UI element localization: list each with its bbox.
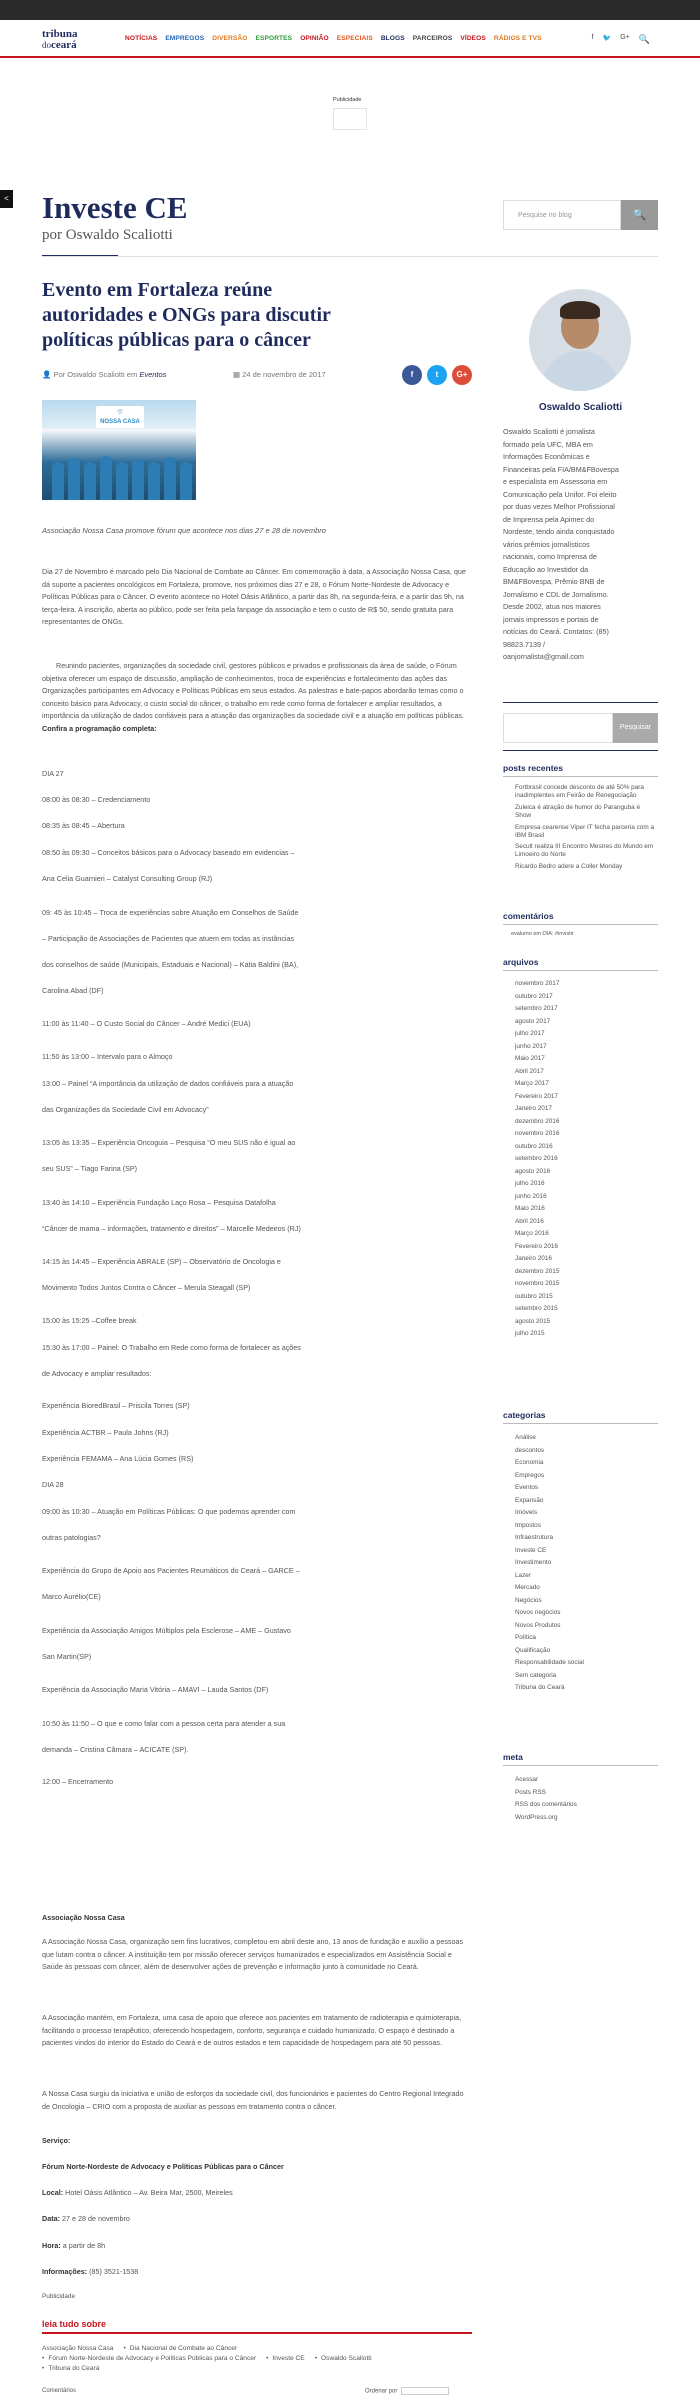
- social-links: [592, 34, 650, 45]
- share-facebook-button[interactable]: f: [402, 365, 422, 385]
- category-link[interactable]: Mercado: [515, 1584, 540, 1591]
- logo-line2-pre: do: [42, 40, 51, 50]
- widget-divider: [503, 776, 658, 777]
- comments-widget-title: comentários: [503, 911, 554, 921]
- tag-link[interactable]: • Tribuna do Ceará: [42, 2365, 99, 2372]
- meta-list: [515, 1776, 655, 1826]
- ad-label: Publicidade: [333, 97, 362, 103]
- site-logo[interactable]: [42, 29, 77, 51]
- recent-post-link[interactable]: Fortbrasil concede desconto de até 50% para inadimplentes em Feirão de Renegociação: [515, 784, 644, 799]
- category-link[interactable]: Negócios: [515, 1596, 542, 1604]
- top-bar: [0, 0, 700, 20]
- archive-link[interactable]: Abril 2017: [515, 1067, 544, 1075]
- nav-item-blogs[interactable]: BLOGS: [380, 35, 405, 42]
- categories-list: [515, 1434, 655, 1697]
- program-item: Experiência BioredBrasil – Priscila Torres (SP): [42, 1401, 190, 1411]
- post-meta: [42, 370, 166, 379]
- archive-link[interactable]: agosto 2017: [515, 1017, 551, 1025]
- nav-item-esportes[interactable]: ESPORTES: [255, 35, 293, 42]
- archive-link[interactable]: julho 2016: [515, 1180, 545, 1187]
- related-title: leia tudo sobre: [42, 2319, 107, 2329]
- user-icon: 👤: [42, 370, 54, 379]
- archives-title: arquivos: [503, 957, 539, 967]
- tag-link[interactable]: • Oswaldo Scaliotti: [315, 2355, 372, 2362]
- post-paragraph-1: Dia 27 de Novembro é marcado pelo Dia Nacional de Combate ao Câncer. Em comemoração à data, a Associação Nossa Casa, que dá suporte a pacientes oncológicos em Fortaleza, promove, nos próximos dias 27 e 28, o Fórum Norte-Nordeste de Advocacy e Políticas Públicas para o Câncer. O evento acontece no Hotel Oásis Atlântico, a partir das 8h, na segunda-feira, e a partir das 9h, na terça-feira. A inscrição, aberta ao público, pode ser feita pela fanpage da associação e tem o custo de R$ 50, sendo gratuita para representantes de ONGs.: [42, 567, 466, 627]
- archive-link[interactable]: junho 2016: [515, 1192, 547, 1200]
- program-list: [42, 768, 302, 1802]
- archive-link[interactable]: Maio 2017: [515, 1055, 545, 1062]
- archive-link[interactable]: julho 2017: [515, 1030, 545, 1037]
- nav-item-opiniao[interactable]: OPINIÃO: [300, 35, 329, 42]
- archive-link[interactable]: Fevereiro 2016: [515, 1242, 558, 1250]
- widget-divider: [503, 924, 658, 925]
- widget-divider: [503, 1423, 658, 1424]
- archive-link[interactable]: outubro 2016: [515, 1142, 553, 1150]
- category-link[interactable]: Empregos: [515, 1471, 545, 1479]
- recent-posts-list: [515, 784, 655, 875]
- recent-post-link[interactable]: Zuleica é atração de humor do Paranguba é Show: [515, 803, 641, 819]
- archives-list: [515, 980, 655, 1343]
- blog-search-button[interactable]: 🔍: [621, 200, 658, 230]
- nav-item-empregos[interactable]: EMPREGOS: [165, 35, 205, 42]
- publicidade-label: Publicidade: [42, 2293, 76, 2300]
- photo-person: [68, 458, 80, 500]
- category-link[interactable]: Investe CE: [515, 1546, 547, 1554]
- category-link[interactable]: Política: [515, 1634, 536, 1641]
- program-item: Experiência do Grupo de Apoio aos Pacientes Reumáticos do Ceará – GARCE – Marco Aurélio(CE): [42, 1566, 300, 1602]
- author-avatar: [529, 289, 631, 391]
- program-item: 15:30 às 17:00 – Painel: O Trabalho em Rede como forma de fortalecer as ações de Advocacy e ampliar resultados:: [42, 1342, 301, 1378]
- program-item: Experiência da Associação Maria Vitória – AMAVI – Lauda Santos (DF): [42, 1685, 269, 1695]
- program-item: 10:50 às 11:50 – O que e como falar com a pessoa certa para atender a sua demanda – Cristina Câmara – ACICATE (SP).: [42, 1718, 286, 1754]
- program-item: Experiência da Associação Amigos Múltiplos pela Esclerose – AME – Gustavo San Martin(SP): [42, 1625, 291, 1661]
- archive-link[interactable]: Março 2016: [515, 1230, 549, 1237]
- photo-person: [132, 459, 144, 500]
- meta-link[interactable]: WordPress.org: [515, 1813, 558, 1821]
- program-item: DIA 28: [42, 1479, 64, 1489]
- header-divider: [42, 256, 658, 257]
- archive-link[interactable]: agosto 2016: [515, 1167, 551, 1175]
- category-link[interactable]: Novos Produtos: [515, 1621, 561, 1629]
- category-link[interactable]: Qualificação: [515, 1646, 551, 1654]
- related-tags: [42, 2344, 472, 2374]
- share-twitter-button[interactable]: t: [427, 365, 447, 385]
- program-intro: Confira a programação completa:: [42, 723, 157, 733]
- recent-post-link[interactable]: Secult realiza III Encontro Mestres do Mundo em Limoeiro do Norte: [515, 843, 654, 859]
- service-date: Data: 27 e 28 de novembro: [42, 2214, 130, 2223]
- program-item: 08:35 às 08:45 – Abertura: [42, 821, 125, 831]
- sidebar-divider: [503, 702, 658, 703]
- tag-link[interactable]: • Fórum Norte-Nordeste de Advocacy e Políticas Públicas para o Câncer: [42, 2355, 256, 2362]
- blog-search-input[interactable]: Pesquise no blog: [503, 200, 621, 230]
- photo-sign: ♡ NOSSA CASA: [96, 406, 144, 428]
- post-author: Por Oswaldo Scaliotti em: [53, 370, 138, 379]
- archive-link[interactable]: novembro 2017: [515, 980, 560, 987]
- avatar-body: [541, 351, 619, 391]
- meta-link[interactable]: RSS dos comentários: [515, 1801, 577, 1808]
- program-item: 09: 45 às 10:45 – Troca de experiências sobre Atuação em Conselhos de Saúde – Participação de Associações de Pacientes que atuem em todas as instâncias dos conselhos de saúde (Municipais, Estaduais e Nacional) – Katia Baldini (BA), Carolina Abad (DF): [42, 907, 299, 995]
- service-time: Hora: a partir de 8h: [42, 2241, 106, 2250]
- share-google-button[interactable]: G+: [452, 365, 472, 385]
- archive-link[interactable]: setembro 2016: [515, 1155, 558, 1162]
- google-plus-icon[interactable]: G+: [620, 34, 630, 41]
- search-icon[interactable]: 🔍: [638, 34, 650, 44]
- post-category-link[interactable]: Eventos: [139, 370, 167, 379]
- nav-item-noticias[interactable]: NOTÍCIAS: [125, 35, 158, 42]
- post-date: [233, 370, 326, 379]
- archive-link[interactable]: novembro 2016: [515, 1130, 560, 1137]
- calendar-icon: ▦: [233, 370, 243, 379]
- post-paragraph-2-text: Reunindo pacientes, organizações da sociedade civil, gestores públicos e privados e profissionais da área de saúde, o Fórum objetiva oferecer um espaço de discussão, ampliação de conhecimentos, troca de experiências e fortalecimento das ações das Organizações participantes em Advocacy e Políticas Públicas em seus estados. As palestras e bate-papos abordarão temas como o conceito básico para Advocacy, o custo social do câncer, o trabalho em rede como forma de fortalecer e ampliar resultados, a importância da utilização de dados confiáveis para a atuação das organizações da sociedade civil e a atuação em políticas públicas.: [42, 661, 464, 721]
- archive-link[interactable]: novembro 2015: [515, 1280, 560, 1287]
- program-item: 09:00 às 10:30 – Atuação em Políticas Públicas: O que podemos aprender com outras patologias?: [42, 1506, 296, 1542]
- post-paragraph-2: [42, 660, 472, 736]
- category-link[interactable]: Lazer: [515, 1571, 531, 1579]
- meta-link[interactable]: Posts RSS: [515, 1788, 546, 1796]
- archive-link[interactable]: outubro 2015: [515, 1292, 553, 1300]
- photo-person: [148, 462, 160, 500]
- program-item: 12:00 – Encerramento: [42, 1777, 114, 1787]
- archive-link[interactable]: dezembro 2016: [515, 1117, 560, 1125]
- program-item: 11:00 às 11:40 – O Custo Social do Câncer – André Medici (EUA): [42, 1019, 251, 1029]
- photo-person: [116, 462, 128, 500]
- logo-line1: tribuna: [42, 28, 78, 40]
- ad-slot[interactable]: [333, 108, 367, 130]
- category-link[interactable]: Novos negócios: [515, 1609, 561, 1616]
- post-photo[interactable]: [42, 400, 196, 500]
- category-link[interactable]: Expansão: [515, 1496, 544, 1504]
- author-bio: Oswaldo Scaliotti é jornalista formado pela UFC, MBA em Informações Econômicas e Financeiras pela FIA/BM&FBovespa e especialista em Assessoria em Comunicação pela Unifor. Foi eleito por duas vezes Melhor Profissional de Imprensa pela Apimec do Nordeste, tendo ainda conquistado vários prêmios jornalísticos nacionais, como Imprensa de Educação ao Investidor da BM&FBovespa, Prêmio BNB de Jornalismo e CDL de Jornalismo. Desde 2002, atua nos maiores jornais impressos e portais de notícias do Ceará. Contatos: (85) 98823.7139 / oanjornalista@gmail.com: [503, 427, 619, 661]
- meta-title: meta: [503, 1752, 523, 1762]
- category-link[interactable]: Sem categoria: [515, 1671, 557, 1679]
- tag-link[interactable]: Associação Nossa Casa: [42, 2345, 114, 2352]
- program-item: 11:50 às 13:00 – Intervalo para o Almoço: [42, 1051, 173, 1061]
- nav-item-diversao[interactable]: DIVERSÃO: [212, 35, 248, 42]
- facebook-icon[interactable]: f: [591, 34, 594, 41]
- archive-link[interactable]: agosto 2015: [515, 1317, 551, 1325]
- share-icon[interactable]: <: [0, 190, 13, 208]
- category-link[interactable]: Responsabilidade social: [515, 1659, 584, 1666]
- photo-person: [164, 457, 176, 500]
- title-underline: [42, 255, 118, 256]
- avatar-hair: [560, 301, 600, 319]
- program-item: DIA 27: [42, 769, 64, 778]
- sort-by: Ordenar por: [365, 2387, 449, 2395]
- twitter-icon[interactable]: 🐦: [602, 35, 612, 42]
- archive-link[interactable]: Fevereiro 2017: [515, 1092, 558, 1100]
- program-item: 08:00 às 08:30 – Credenciamento: [42, 795, 151, 805]
- blog-subtitle: por Oswaldo Scaliotti: [42, 227, 173, 243]
- sort-select[interactable]: [401, 2387, 449, 2395]
- sidebar-search-button[interactable]: Pesquisar: [613, 713, 658, 743]
- archive-link[interactable]: Janeiro 2016: [515, 1255, 552, 1262]
- photo-caption: Associação Nossa Casa promove fórum que acontece nos dias 27 e 28 de novembro: [42, 526, 326, 535]
- comments-heading: Comentários: [42, 2388, 77, 2394]
- recent-posts-title: posts recentes: [503, 763, 563, 773]
- program-item: 14:15 às 14:45 – Experiência ABRALE (SP) – Observatório de Oncologia e Movimento Todos Juntos Contra o Câncer – Merula Steagall (SP): [42, 1257, 281, 1293]
- category-link[interactable]: descontos: [515, 1446, 545, 1454]
- about-paragraph-3: A Nossa Casa surgiu da iniciativa e união de esforços da sociedade civil, dos funcionários e pacientes do Centro Regional Integrado de Oncologia – CRIO com a proposta de auxiliar as pessoas em tratamento contra o câncer.: [42, 2089, 464, 2111]
- category-link[interactable]: Economia: [515, 1459, 544, 1466]
- about-title: Associação Nossa Casa: [42, 1913, 125, 1922]
- recent-comment[interactable]: evalumo em OIA: #invistir: [511, 931, 574, 937]
- author-name[interactable]: Oswaldo Scaliotti: [538, 402, 623, 413]
- widget-divider: [503, 970, 658, 971]
- photo-person: [100, 456, 112, 500]
- category-link[interactable]: Imóveis: [515, 1509, 538, 1516]
- logo-line2: [42, 40, 77, 51]
- archive-link[interactable]: julho 2015: [515, 1330, 545, 1337]
- widget-divider: [503, 1765, 658, 1766]
- photo-person: [84, 462, 96, 500]
- archive-link[interactable]: dezembro 2015: [515, 1267, 560, 1275]
- tag-link[interactable]: • Dia Nacional de Combate ao Câncer: [123, 2345, 237, 2352]
- program-item: 13:00 – Painel “A importância da utilização de dados confiáveis para a atuação das Organizações da Sociedade Civil em Advocacy”: [42, 1078, 294, 1114]
- category-link[interactable]: Impostos: [515, 1521, 541, 1529]
- category-link[interactable]: Análise: [515, 1434, 536, 1441]
- program-item: 13:40 às 14:10 – Experiência Fundação Laço Rosa – Pesquisa Datafolha “Câncer de mama – informações, tratamento e direitos” – Marcelle Medeiros (RJ): [42, 1197, 301, 1233]
- sidebar-search-input[interactable]: [503, 713, 613, 743]
- post-date-text: 24 de novembro de 2017: [242, 370, 326, 379]
- service-info: Informações: (85) 3521-1538: [42, 2267, 139, 2276]
- nav-item-videos[interactable]: VÍDEOS: [460, 35, 486, 42]
- archive-link[interactable]: outubro 2017: [515, 992, 553, 1000]
- archive-link[interactable]: Abril 2016: [515, 1217, 544, 1225]
- related-divider: [42, 2332, 472, 2334]
- archive-link[interactable]: Março 2017: [515, 1080, 549, 1087]
- program-item: 08:50 às 09:30 – Conceitos básicos para o Advocacy baseado em evidencias – Ana Celia Guarnieri – Catalyst Consulting Group (RJ): [42, 848, 295, 884]
- program-item: Experiência ACTBR – Paula Johns (RJ): [42, 1427, 169, 1437]
- nav-item-parceiros[interactable]: PARCEIROS: [412, 35, 453, 42]
- service-label: Serviço:: [42, 2136, 71, 2145]
- category-link[interactable]: Eventos: [515, 1484, 539, 1491]
- service-event: Fórum Norte-Nordeste de Advocacy e Políticas Públicas para o Câncer: [42, 2162, 284, 2171]
- meta-link[interactable]: Acessar: [515, 1776, 539, 1783]
- program-item: 13:05 às 13:35 – Experiência Oncoguia – Pesquisa “O meu SUS não é igual ao seu SUS” – Tiago Farina (SP): [42, 1138, 296, 1174]
- sidebar-divider: [503, 750, 658, 751]
- photo-person: [180, 462, 192, 500]
- service-local: Local: Hotel Oásis Atlântico – Av. Beira Mar, 2500, Meireles: [42, 2188, 233, 2197]
- nav-item-radios[interactable]: RÁDIOS E TVS: [493, 35, 542, 42]
- archive-link[interactable]: Janeiro 2017: [515, 1105, 552, 1112]
- main-nav: [0, 20, 700, 58]
- recent-post-link[interactable]: Empresa cearense Viper IT fecha parceria com a IBM Brasil: [515, 823, 655, 839]
- program-item: 15:00 às 15:25 –Coffee break: [42, 1315, 137, 1325]
- archive-link[interactable]: setembro 2017: [515, 1005, 558, 1012]
- nav-menu: [125, 35, 550, 42]
- program-item: Experiência FEMAMA – Ana Lúcia Gomes (RS): [42, 1453, 194, 1463]
- tag-link[interactable]: • Investe CE: [266, 2355, 305, 2362]
- post-title: Evento em Fortaleza reúne autoridades e ONGs para discutir políticas públicas para o câncer: [42, 279, 331, 351]
- about-paragraph-2: A Associação mantém, em Fortaleza, uma casa de apoio que oferece aos pacientes em tratamento de radioterapia e quimioterapia, facilitando o processo terapêutico, oferecendo hospedagem, conforto, segurança e cuidado humanizado. O espaço é destinado a pacientes vindos do interior do Estado do Ceará e de outros estados e tem capacidade de hospedagem para até 50 pessoas.: [42, 2013, 462, 2048]
- logo-line2-main: ceará: [51, 39, 77, 51]
- photo-person: [52, 462, 64, 500]
- archive-link[interactable]: junho 2017: [515, 1042, 547, 1050]
- categories-title: categorias: [503, 1410, 546, 1420]
- category-link[interactable]: Investimento: [515, 1559, 552, 1566]
- recent-post-link[interactable]: Ricardo Bedro adere a Coller Monday: [515, 863, 623, 871]
- archive-link[interactable]: Maio 2016: [515, 1205, 545, 1212]
- about-paragraph-1: A Associação Nossa Casa, organização sem fins lucrativos, completou em abril deste ano, 13 anos de fundação e auxílio a pessoas que lutam contra o câncer. A instituição tem por missão oferecer serviços humanizados e especializados em Assistência Social e Saúde às pessoas com câncer, além de desenvolver ações de prevenção e informação junto à comunidade no Ceará.: [42, 1937, 464, 1972]
- nav-item-especiais[interactable]: ESPECIAIS: [336, 35, 373, 42]
- category-link[interactable]: Tribuna do Ceará: [515, 1684, 565, 1691]
- category-link[interactable]: Infraestrutura: [515, 1534, 554, 1541]
- archive-link[interactable]: setembro 2015: [515, 1305, 558, 1312]
- blog-title[interactable]: Investe CE: [42, 190, 188, 225]
